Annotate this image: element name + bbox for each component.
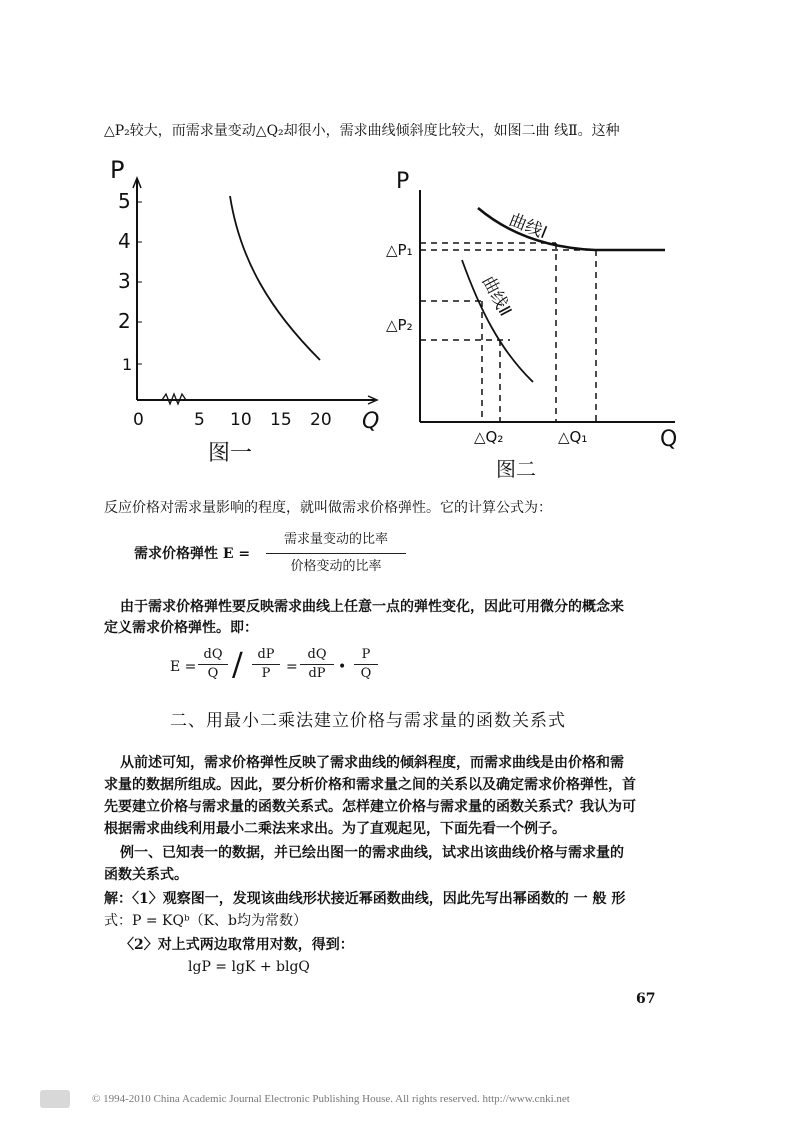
y-tick-label: 1 <box>122 355 133 374</box>
x-tick-label: 10 <box>230 410 252 430</box>
fraction-denominator: Q <box>354 664 378 683</box>
guide-lines <box>420 243 596 422</box>
delta-p1-label: △P₁ <box>386 241 413 259</box>
solution-step: 〈2〉对上式两边取常用对数，得到： <box>120 937 354 953</box>
formula-lhs: 需求价格弹性 E = <box>134 546 251 562</box>
paragraph-line: 根据需求曲线利用最小二乘法来求出。为了直观起见，下面先看一个例子。 <box>104 821 566 837</box>
multiply-dot: • <box>338 659 347 675</box>
y-tick-label: 4 <box>118 229 131 253</box>
fraction-numerator: dP <box>257 647 275 662</box>
curve-1-label: 曲线Ⅰ <box>506 210 550 244</box>
paragraph-line: 求量的数据所组成。因此，要分析价格和需求量之间的关系以及确定需求价格弹性，首 <box>104 777 636 793</box>
paragraph-line: 先要建立价格与需求量的函数关系式。怎样建立价格与需求量的函数关系式？我认为可 <box>104 799 636 815</box>
paragraph: 由于需求价格弹性要反映需求曲线上任意一点的弹性变化，因此可用微分的概念来 <box>120 599 624 615</box>
demand-curve <box>230 196 320 360</box>
figure-caption: 图一 <box>208 441 253 466</box>
section-heading: 二、用最小二乘法建立价格与需求量的函数关系式 <box>170 711 566 731</box>
paragraph: 反应价格对需求量影响的程度，就叫做需求价格弹性。它的计算公式为： <box>104 500 552 516</box>
fraction-dp-p <box>252 646 280 683</box>
axis-label-q: Q <box>362 409 380 434</box>
equals-sign: = <box>286 659 298 675</box>
example-line: 函数关系式。 <box>104 867 188 883</box>
text-line: △P₂较大，而需求量变动△Q₂却很小，需求曲线倾斜度比较大，如图二曲 线Ⅱ。这种 <box>104 123 620 139</box>
fraction-denominator: P <box>252 664 280 683</box>
log-formula: lgP = lgK + blgQ <box>188 959 310 975</box>
curve-2-label: 曲线Ⅱ <box>477 272 516 320</box>
axis-label-q: Q <box>660 427 678 452</box>
fraction-dq-dp <box>300 646 334 683</box>
formula-fraction <box>266 531 406 576</box>
x-tick-label: 20 <box>310 410 332 430</box>
axis-label-p: P <box>396 169 410 194</box>
delta-q1-label: △Q₁ <box>558 428 588 446</box>
cnki-logo-icon <box>40 1090 70 1108</box>
fraction-p-q <box>354 646 378 683</box>
delta-p2-label: △P₂ <box>386 316 413 334</box>
fraction-numerator: P <box>361 647 371 662</box>
fraction-denominator: Q <box>198 664 228 683</box>
fraction-denominator: dP <box>300 664 334 683</box>
example-line: 例一、已知表一的数据，并已绘出图一的需求曲线，试求出该曲线价格与需求量的 <box>120 845 624 861</box>
fraction-numerator: dQ <box>307 647 327 662</box>
elasticity-formula <box>134 532 434 585</box>
y-tick-label: 3 <box>118 269 131 293</box>
figure-2-chart <box>386 160 690 490</box>
x-tick-label: 0 <box>133 410 144 430</box>
axis-label-p: P <box>110 156 125 184</box>
fraction-slash: / <box>232 645 243 683</box>
paragraph-line: 从前述可知，需求价格弹性反映了需求曲线的倾斜程度，而需求曲线是由价格和需 <box>120 755 624 771</box>
figure-caption: 图二 <box>496 457 536 481</box>
x-tick-label: 5 <box>194 410 205 430</box>
solution-line: 式：P = KQᵇ（K、b均为常数） <box>104 913 308 929</box>
fraction-dq-q <box>198 646 228 683</box>
formula-denominator: 价格变动的比率 <box>266 553 406 576</box>
formula-numerator: 需求量变动的比率 <box>283 532 388 547</box>
x-tick-label: 15 <box>270 410 292 430</box>
curve-1 <box>478 208 665 250</box>
y-tick-label: 2 <box>118 309 131 333</box>
figure-1-chart <box>100 150 400 470</box>
formula-lhs: E = <box>170 659 197 675</box>
paragraph: 定义需求价格弹性。即： <box>104 620 258 636</box>
solution-line: 解：〈1〉观察图一，发现该曲线形状接近幂函数曲线，因此先写出幂函数的 一 般 形 <box>104 891 626 907</box>
page-number: 67 <box>636 991 656 1007</box>
y-tick-label: 5 <box>118 189 131 213</box>
delta-q2-label: △Q₂ <box>474 428 504 446</box>
copyright-footer: © 1994-2010 China Academic Journal Electronic Publishing House. All rights reserved. http://www.cnki.net <box>92 1093 570 1105</box>
fraction-numerator: dQ <box>203 647 223 662</box>
differential-formula <box>170 646 410 690</box>
